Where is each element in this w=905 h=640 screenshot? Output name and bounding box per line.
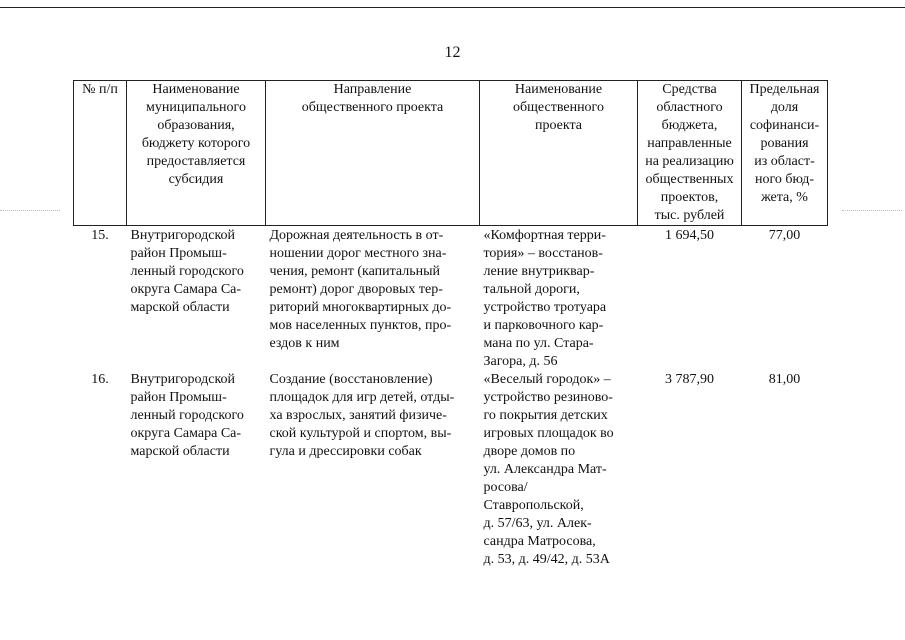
text-line: жета, %: [761, 190, 808, 205]
text-line: д. 57/63, ул. Алек-: [483, 516, 592, 531]
text-line: ха взрослых, занятий физиче-: [269, 408, 447, 423]
text-line: «Веселый городок» –: [483, 372, 611, 387]
text-line: общественного проекта: [301, 100, 444, 115]
text-line: тальной дороги,: [483, 282, 580, 297]
text-line: го покрытия детских: [483, 408, 608, 423]
text-line: проектов,: [660, 190, 719, 205]
text-line: ул. Александра Мат-: [483, 462, 607, 477]
text-line: и парковочного кар-: [483, 318, 604, 333]
text-line: площадок для игр детей, отды-: [269, 390, 455, 405]
text-line: округа Самара Са-: [130, 426, 242, 441]
text-line: ленный городского: [130, 264, 244, 279]
text-line: субсидия: [168, 172, 224, 187]
text-line: марской области: [130, 300, 230, 315]
text-line: образования,: [157, 118, 235, 133]
header-funds: [638, 81, 742, 226]
row-municipality: [127, 226, 266, 372]
text-line: ношении дорог местного зна-: [269, 246, 447, 261]
row-funds: 1 694,50: [665, 228, 714, 243]
row-project: [480, 226, 638, 372]
text-line: «Комфортная терри-: [483, 228, 606, 243]
header-num: [74, 81, 127, 226]
text-line: устройство резиново-: [483, 390, 613, 405]
text-line: Ставропольской,: [483, 498, 584, 513]
row-project: [480, 371, 638, 569]
text-line: мана по ул. Стара-: [483, 336, 594, 351]
text-line: округа Самара Са-: [130, 282, 242, 297]
table-row: [74, 226, 828, 372]
text-line: тыс. рублей: [654, 208, 725, 223]
text-line: Внутригородской: [130, 228, 236, 243]
text-line: общественного: [513, 100, 604, 115]
text-line: Направление: [333, 82, 412, 97]
text-line: доля: [770, 100, 799, 115]
header-municipality: [127, 81, 266, 226]
text-line: район Промыш-: [130, 390, 227, 405]
row-direction: [266, 226, 480, 372]
text-line: бюджета,: [661, 118, 718, 133]
table-header-row: [74, 81, 828, 226]
text-line: ездов к ним: [269, 336, 340, 351]
text-line: ской культурой и спортом, вы-: [269, 426, 452, 441]
scan-artifact: [0, 210, 60, 211]
text-line: предоставляется: [146, 154, 246, 169]
text-line: ремонт) дорог дворовых тер-: [269, 282, 443, 297]
text-line: гула и дрессировки собак: [269, 444, 422, 459]
text-line: Предельная: [749, 82, 820, 97]
text-line: Дорожная деятельность в от-: [269, 228, 444, 243]
text-line: росова/: [483, 480, 528, 495]
text-line: из област-: [754, 154, 815, 169]
text-line: ленный городского: [130, 408, 244, 423]
text-line: игровых площадок во: [483, 426, 614, 441]
text-line: ного бюд-: [754, 172, 815, 187]
text-line: Наименование: [152, 82, 240, 97]
text-line: устройство тротуара: [483, 300, 607, 315]
text-line: № п/п: [82, 82, 118, 97]
text-line: Средства: [662, 82, 717, 97]
text-line: Наименование: [514, 82, 603, 97]
page-number: 12: [444, 44, 461, 61]
text-line: район Промыш-: [130, 246, 227, 261]
text-line: марской области: [130, 444, 230, 459]
text-line: направленные: [647, 136, 732, 151]
subsidy-table: [73, 80, 828, 569]
row-funds: 3 787,90: [665, 372, 714, 387]
header-project: [480, 81, 638, 226]
top-rule: [0, 7, 905, 8]
text-line: Загора, д. 56: [483, 354, 558, 369]
text-line: Внутригородской: [130, 372, 236, 387]
row-number: 16.: [91, 372, 109, 387]
text-line: муниципального: [146, 100, 246, 115]
text-line: проекта: [535, 118, 582, 133]
row-direction: [266, 371, 480, 569]
text-line: на реализацию: [645, 154, 734, 169]
text-line: Создание (восстановление): [269, 372, 433, 387]
text-line: дворе домов по: [483, 444, 576, 459]
text-line: сандра Матросова,: [483, 534, 596, 549]
text-line: чения, ремонт (капитальный: [269, 264, 441, 279]
text-line: риторий многоквартирных до-: [269, 300, 452, 315]
text-line: общественных: [645, 172, 734, 187]
row-municipality: [127, 371, 266, 569]
header-share: [742, 81, 828, 226]
text-line: ление внутриквар-: [483, 264, 595, 279]
text-line: областного: [656, 100, 723, 115]
text-line: софинанси-: [749, 118, 820, 133]
row-number: 15.: [91, 228, 109, 243]
text-line: бюджету которого: [141, 136, 251, 151]
table-row: [74, 371, 828, 569]
text-line: тория» – восстанов-: [483, 246, 603, 261]
row-share: 77,00: [768, 228, 801, 243]
text-line: рования: [760, 136, 809, 151]
row-share: 81,00: [768, 372, 801, 387]
text-line: мов населенных пунктов, про-: [269, 318, 452, 333]
text-line: д. 53, д. 49/42, д. 53А: [483, 552, 610, 567]
scan-artifact: [842, 210, 902, 211]
header-direction: [266, 81, 480, 226]
